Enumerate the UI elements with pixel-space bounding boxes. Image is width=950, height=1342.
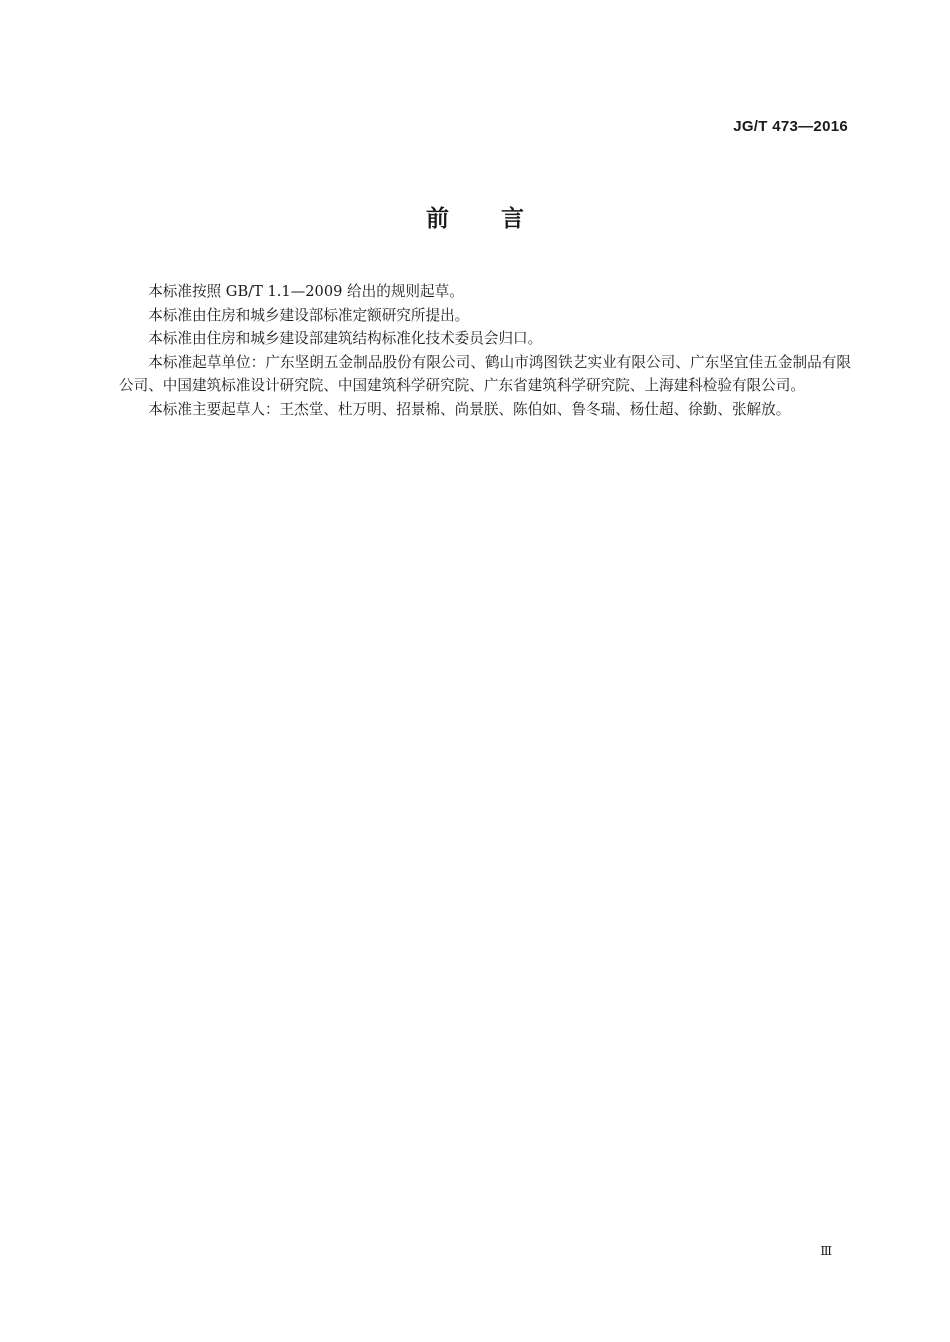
foreword-body: [119, 280, 851, 421]
paragraph-drafters: 本标准主要起草人：王杰堂、杜万明、招景棉、尚景朕、陈伯如、鲁冬瑞、杨仕超、徐勤、张解放。: [148, 400, 791, 418]
paragraph-proposer: 本标准由住房和城乡建设部标准定额研究所提出。: [148, 306, 470, 324]
paragraph-drafting-rules: 本标准按照 GB/T 1.1—2009 给出的规则起草。: [148, 283, 464, 300]
paragraph-administrator: 本标准由住房和城乡建设部建筑结构标准化技术委员会归口。: [148, 330, 543, 347]
page-number: Ⅲ: [820, 1244, 832, 1258]
page-title: 前言: [426, 206, 576, 232]
paragraph-drafting-units: 本标准起草单位：广东坚朗五金制品股份有限公司、鹤山市鸿图铁艺实业有限公司、广东坚宜佳五金制品有限公司、中国建筑标准设计研究院、中国建筑科学研究院、广东省建筑科学研究院、上海建科检验有限公司。: [119, 353, 851, 394]
standard-code: JG/T 473—2016: [733, 118, 848, 135]
